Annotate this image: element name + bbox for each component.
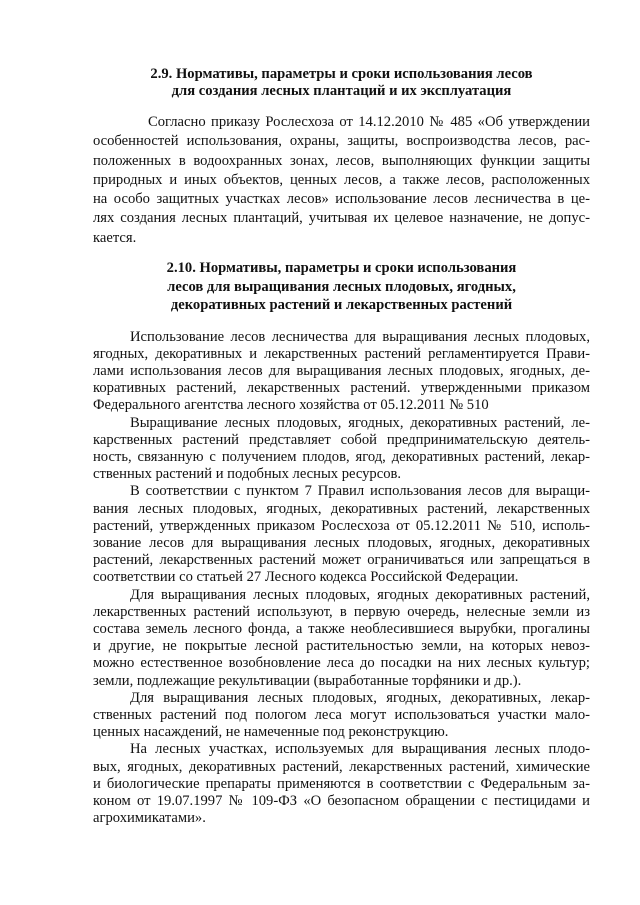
paragraph-line: растений, утвержденных приказом Рослесхоза от 05.12.2011 № 510, исполь- <box>93 517 590 534</box>
section-2-9-body <box>93 113 590 248</box>
paragraph-line: можно естественное возобновление леса до посадки на них лесных культур; <box>93 655 590 672</box>
paragraph-line: соответствии со статьей 27 Лесного кодекса Российской Федерации. <box>93 569 519 586</box>
paragraph-line: особенностей использования, охраны, защиты, воспроизводства лесов, рас- <box>93 133 590 150</box>
paragraph-line: природных и иных объектов, ценных лесов, а также лесов, расположенных <box>93 171 590 188</box>
section-heading-line: декоративных растений и лекарственных растений <box>170 297 513 313</box>
paragraph <box>93 483 590 586</box>
paragraph-line: и другие, не покрытые лесной растительностью земли, на которых невоз- <box>93 638 590 655</box>
paragraph <box>93 741 590 827</box>
paragraph-line: земли, подлежащие рекультивации (выработанные торфяники и др.). <box>93 672 522 689</box>
paragraph <box>93 329 590 415</box>
section-heading-line: 2.9. Нормативы, параметры и сроки использования лесов <box>150 66 533 82</box>
section-2-10-heading <box>93 259 590 315</box>
paragraph-line: на особо защитных участках лесов» использование лесов лесничества в це- <box>93 191 590 208</box>
paragraph-line: Для выращивания лесных плодовых, ягодных, декоративных, лекар- <box>130 689 590 706</box>
paragraph-line: Федерального агентства лесного хозяйства от 05.12.2011 № 510 <box>93 397 489 414</box>
paragraph-line: ственных растений и подобных лесных ресурсов. <box>93 466 402 483</box>
paragraph-line: карственных растений представляет собой предпринимательскую деятель- <box>93 431 590 448</box>
paragraph-line: ственных растений под пологом леса могут использоваться участки мало- <box>93 706 590 723</box>
section-heading-line: лесов для выращивания лесных плодовых, ягодных, <box>167 278 516 295</box>
paragraph-line: лях создания лесных плантаций, учитывая их целевое назначение, не допус- <box>93 210 590 227</box>
paragraph-line: положенных в водоохранных зонах, лесов, выполняющих функции защиты <box>93 152 590 169</box>
paragraph-line: вых, ягодных, декоративных растений, лекарственных растений, химические <box>93 758 590 775</box>
paragraph-line: коративных растений, лекарственных растений. утвержденными приказом <box>93 380 590 397</box>
paragraph-line: Для выращивания лесных плодовых, ягодных декоративных растений, <box>130 586 590 603</box>
paragraph-line: Согласно приказу Рослесхоза от 14.12.2010 № 485 «Об утверждении <box>148 114 590 130</box>
paragraph <box>93 587 590 690</box>
paragraph-line: Выращивание лесных плодовых, ягодных, декоративных растений, ле- <box>130 414 590 431</box>
paragraph <box>93 113 590 248</box>
paragraph-line: зование лесов для выращивания лесных плодовых, ягодных, декоративных <box>93 534 590 551</box>
paragraph-line: вания лесных плодовых, ягодных, декоративных растений, лекарственных <box>93 500 590 517</box>
paragraph-line: Использование лесов лесничества для выращивания лесных плодовых, <box>130 328 590 345</box>
paragraph-line: кается. <box>93 229 137 246</box>
paragraph-line: лекарственных растений используют, в первую очередь, нелесные земли из <box>93 603 590 620</box>
paragraph-line: ценных насаждений, не намеченные под реконструкцию. <box>93 724 449 741</box>
paragraph-line: состава земель лесного фонда, а также необлесившиеся вырубки, прогалины <box>93 620 590 637</box>
paragraph-line: и биологические препараты применяются в соответствии с Федеральным за- <box>93 775 590 792</box>
paragraph-line: коном от 19.07.1997 № 109-ФЗ «О безопасном обращении с пестицидами и <box>93 792 590 809</box>
paragraph-line: растений, лекарственных растений может ограничиваться или запрещаться в <box>93 552 590 569</box>
paragraph-line: ность, связанную с получением плодов, ягод, декоративных растений, лекар- <box>93 448 590 465</box>
paragraph-line: агрохимикатами». <box>93 810 206 827</box>
paragraph-line: В соответствии с пунктом 7 Правил использования лесов для выращи- <box>130 483 590 500</box>
section-heading-line: для создания лесных плантаций и их эксплуатация <box>171 83 512 99</box>
paragraph-line: ягодных, декоративных и лекарственных растений регламентируется Прави- <box>93 345 590 362</box>
paragraph-line: На лесных участках, используемых для выращивания лесных плодо- <box>130 741 590 758</box>
paragraph <box>93 415 590 484</box>
paragraph <box>93 690 590 742</box>
section-2-10-body <box>93 329 590 828</box>
paragraph-line: лами использования лесов для выращивания лесных плодовых, ягодных, де- <box>93 362 590 379</box>
section-2-9-heading <box>93 66 590 100</box>
section-heading-line: 2.10. Нормативы, параметры и сроки использования <box>166 260 517 276</box>
